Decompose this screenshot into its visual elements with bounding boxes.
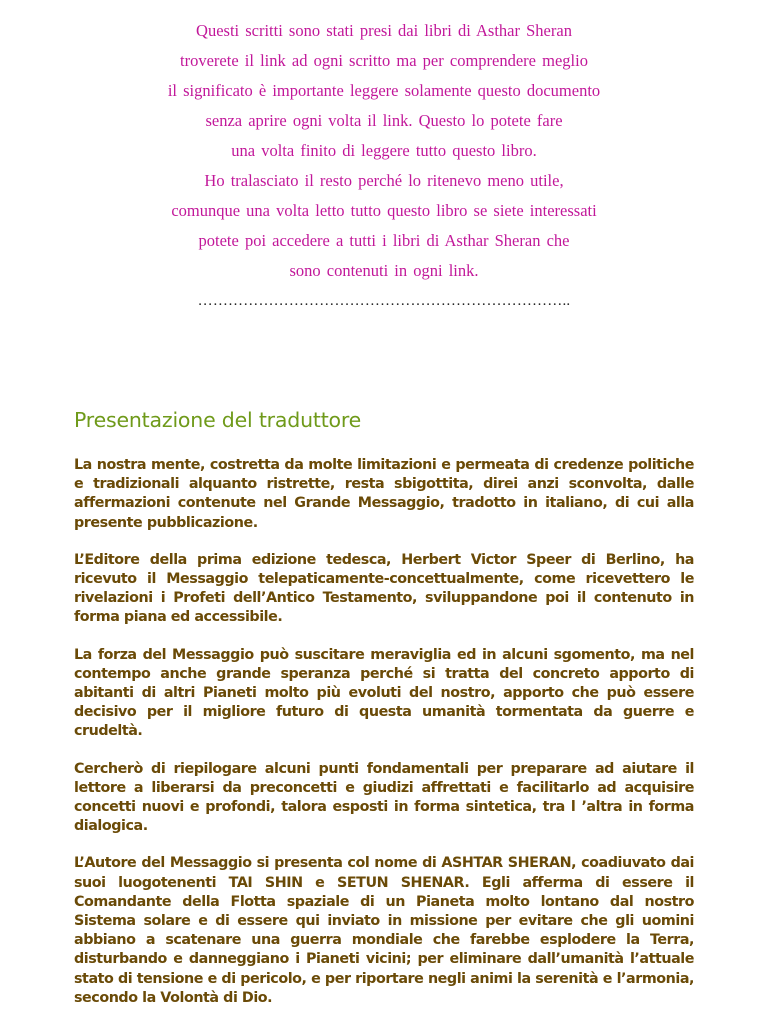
paragraph: L’Editore della prima edizione tedesca, Herbert Victor Speer di Berlino, ha ricevuto il Messaggio telepaticamente-concettualmente, come ricevettero le rivelazioni i Profeti dell’Antico Testamento, sviluppandone poi il contenuto in forma piana ed accessibile. — [74, 551, 694, 626]
intro-line: potete poi accedere a tutti i libri di Asthar Sheran che — [198, 231, 570, 250]
paragraph: La nostra mente, costretta da molte limitazioni e permeata di credenze politiche e tradizionali alquanto ristrette, resta sbigottita, direi anzi sconvolta, dalle affermazioni contenute nel Grande Messaggio, tradotto in italiano, di cui alla presente pubblicazione. — [74, 457, 694, 531]
intro-block — [74, 16, 694, 316]
intro-line: sono contenuti in ogni link. — [289, 261, 479, 280]
section-body — [74, 456, 694, 1026]
intro-line: una volta finito di leggere tutto questo libro. — [231, 141, 537, 160]
paragraph: L’Autore del Messaggio si presenta col nome di ASHTAR SHERAN, coadiuvato dai suoi luogotenenti TAI SHIN e SETUN SHENAR. Egli afferma di essere il Comandante della Flotta spaziale di un Pianeta molto lontano dal nostro Sistema solare e di essere qui inviato in missione per evitare che gli uomini abbiano a scatenare una guerra mondiale che farebbe esplodere la Terra, disturbando e danneggiano i Pianeti vicini; per eliminare dall’umanità l’attuale stato di tensione e di pericolo, e per riportare negli animi la serenità e l’armonia, secondo la Volontà di Dio. — [74, 855, 694, 1006]
section-heading: Presentazione del traduttore — [74, 408, 362, 432]
intro-line: senza aprire ogni volta il link. Questo lo potete fare — [205, 111, 563, 130]
dotted-separator: ……………………………………………………………….. — [197, 293, 571, 309]
paragraph: Cercherò di riepilogare alcuni punti fondamentali per preparare ad aiutare il lettore a liberarsi da preconcetti e giudizi affrettati e facilitarlo ad acquisire concetti nuovi e profondi, talora esposti in forma sintetica, tra l ’altra in forma dialogica. — [74, 760, 694, 835]
paragraph: La forza del Messaggio può suscitare meraviglia ed in alcuni sgomento, ma nel contempo anche grande speranza perché si tratta del concreto apporto di abitanti di altri Pianeti molto più evoluti del nostro, apporto che può essere decisivo per il migliore futuro di questa umanità tormentata da guerre e crudeltà. — [74, 646, 694, 740]
intro-line: comunque una volta letto tutto questo libro se siete interessati — [171, 201, 597, 220]
intro-line: Ho tralasciato il resto perché lo ritenevo meno utile, — [204, 171, 564, 190]
intro-line: il significato è importante leggere solamente questo documento — [167, 81, 601, 100]
intro-line: Questi scritti sono stati presi dai libri di Asthar Sheran — [196, 21, 572, 40]
intro-line: troverete il link ad ogni scritto ma per comprendere meglio — [180, 51, 588, 70]
